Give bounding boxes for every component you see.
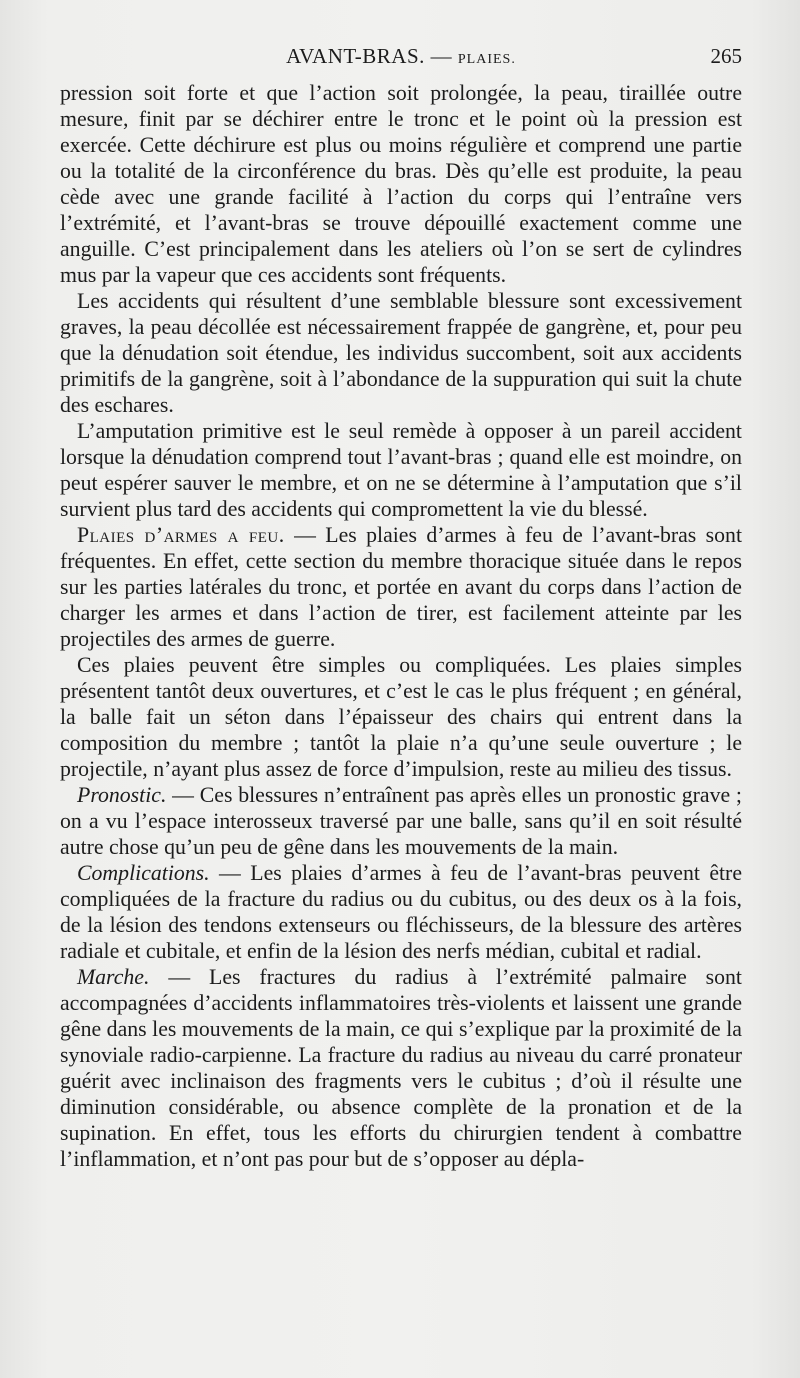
subheading-marche: Marche. (77, 965, 150, 989)
paragraph-6 (60, 782, 742, 860)
page-number: 265 (710, 44, 742, 68)
running-title (60, 44, 742, 69)
subheading-pronostic: Pronostic. (77, 783, 167, 807)
running-header (60, 44, 742, 74)
paragraph-6-text: — Ces blessures n’entraînent pas après elles un pronostic grave ; on a vu l’espace interosseux traversé par une balle, sans qu’il en soit résulté autre chose qu’un peu de gêne dans les mouvements de la main. (60, 783, 742, 859)
body-text (60, 80, 742, 1172)
running-title-dash: — (424, 44, 458, 68)
paragraph-7 (60, 860, 742, 964)
paragraph-3: L’amputation primitive est le seul remède à opposer à un pareil accident lorsque la dénudation comprend tout l’avant-bras ; quand elle est moindre, on peut espérer sauver le membre, et on ne se détermine à l’amputation que s’il survient plus tard des accidents qui compromettent la vie du blessé. (60, 419, 742, 521)
paragraph-1: pression soit forte et que l’action soit prolongée, la peau, tiraillée outre mesure, finit par se déchirer entre le tronc et le point où la pression est exercée. Cette déchirure est plus ou moins régulière et comprend une partie ou la totalité de la circonférence du bras. Dès qu’elle est produite, la peau cède avec une grande facilité à l’action du corps qui l’entraîne vers l’extrémité, et l’avant-bras se trouve dépouillé exactement comme une anguille. C’est principalement dans les ateliers où l’on se sert de cylindres mus par la vapeur que ces accidents sont fréquents. (60, 81, 742, 287)
subheading-complications: Complications. (77, 861, 210, 885)
paragraph-8 (60, 964, 742, 1172)
running-title-main: AVANT-BRAS. (286, 44, 425, 68)
paragraph-8-text: — Les fractures du radius à l’extrémité palmaire sont accompagnées d’accidents inflammatoires très-violents et laissent une grande gêne dans les mouvements de la main, ce qui s’explique par la proximité de la synoviale radio-carpienne. La fracture du radius au niveau du carré pronateur guérit avec inclinaison des fragments vers le cubitus ; d’où il résulte une diminution considérable, ou absence complète de la pronation et de la supination. En effet, tous les efforts du chirurgien tendent à combattre l’inflammation, et n’ont pas pour but de s’opposer au dépla- (60, 965, 742, 1171)
paragraph-7-text: — Les plaies d’armes à feu de l’avant-bras peuvent être compliquées de la fracture du radius ou du cubitus, ou des deux os à la fois, de la lésion des tendons extenseurs ou fléchisseurs, de la blessure des artères radiale et cubitale, et enfin de la lésion des nerfs médian, cubital et radial. (60, 861, 742, 963)
paragraph-2: Les accidents qui résultent d’une semblable blessure sont excessivement graves, la peau décollée est nécessairement frappée de gangrène, et, pour peu que la dénudation soit étendue, les individus succombent, soit aux accidents primitifs de la gangrène, soit à l’abondance de la suppuration qui suit la chute des eschares. (60, 289, 742, 417)
section-heading-gunshot: Plaies d’armes a feu. (77, 523, 285, 547)
paragraph-5: Ces plaies peuvent être simples ou compliquées. Les plaies simples présentent tantôt deux ouvertures, et c’est le cas le plus fréquent ; en général, la balle fait un séton dans l’épaisseur des chairs qui entrent dans la composition du membre ; tantôt la plaie n’a qu’une seule ouverture ; le projectile, n’ayant plus assez de force d’impulsion, reste au milieu des tissus. (60, 653, 742, 781)
paragraph-4-text: — Les plaies d’armes à feu de l’avant-bras sont fréquentes. En effet, cette section du membre thoracique située dans le repos sur les parties latérales du tronc, et portée en avant du corps dans l’action de charger les armes et dans l’action de tirer, est facilement atteinte par les projectiles des armes de guerre. (60, 523, 743, 651)
running-title-section: PLAIES. (457, 52, 516, 67)
paragraph-4 (60, 522, 742, 652)
